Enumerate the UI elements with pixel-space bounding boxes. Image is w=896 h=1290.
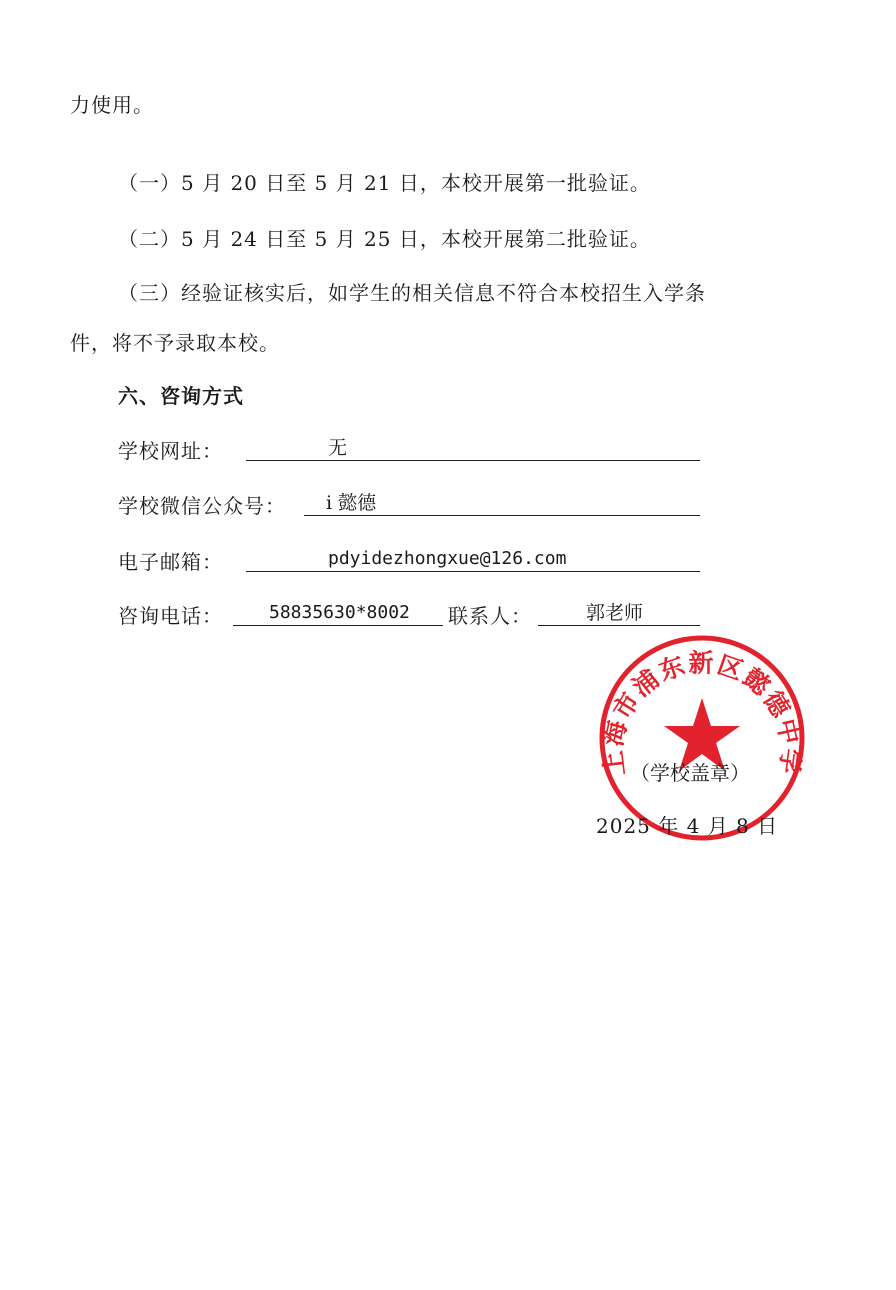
phone-field	[233, 601, 443, 626]
stamp-label: （学校盖章）	[630, 761, 750, 785]
email-field	[246, 547, 700, 572]
list-item-3-line-1: （三）经验证核实后，如学生的相关信息不符合本校招生入学条	[118, 281, 706, 305]
wechat-value: i 懿德	[326, 492, 377, 514]
list-item-1: （一）5 月 20 日至 5 月 21 日，本校开展第一批验证。	[118, 171, 651, 195]
list-item-2: （二）5 月 24 日至 5 月 25 日，本校开展第二批验证。	[118, 227, 651, 251]
wechat-field	[304, 491, 700, 516]
wechat-label: 学校微信公众号：	[118, 494, 286, 518]
contact-person-value: 郭老师	[586, 602, 644, 624]
phone-label: 咨询电话：	[118, 604, 223, 628]
website-field	[246, 436, 700, 461]
list-item-3-line-2: 件，将不予录取本校。	[70, 331, 280, 355]
contact-person-label: 联系人：	[448, 604, 532, 628]
website-label: 学校网址：	[118, 439, 223, 463]
paragraph-continuation: 力使用。	[70, 93, 154, 117]
phone-value: 58835630*8002	[269, 602, 410, 623]
email-label: 电子邮箱：	[118, 550, 223, 574]
section-heading: 六、咨询方式	[118, 384, 244, 408]
signature-date: 2025 年 4 月 8 日	[596, 814, 779, 838]
contact-person-field	[538, 601, 700, 626]
website-value: 无	[328, 437, 348, 459]
seal-text: 上海市浦东新区懿德中学	[598, 648, 806, 778]
email-value: pdyidezhongxue@126.com	[328, 548, 567, 569]
